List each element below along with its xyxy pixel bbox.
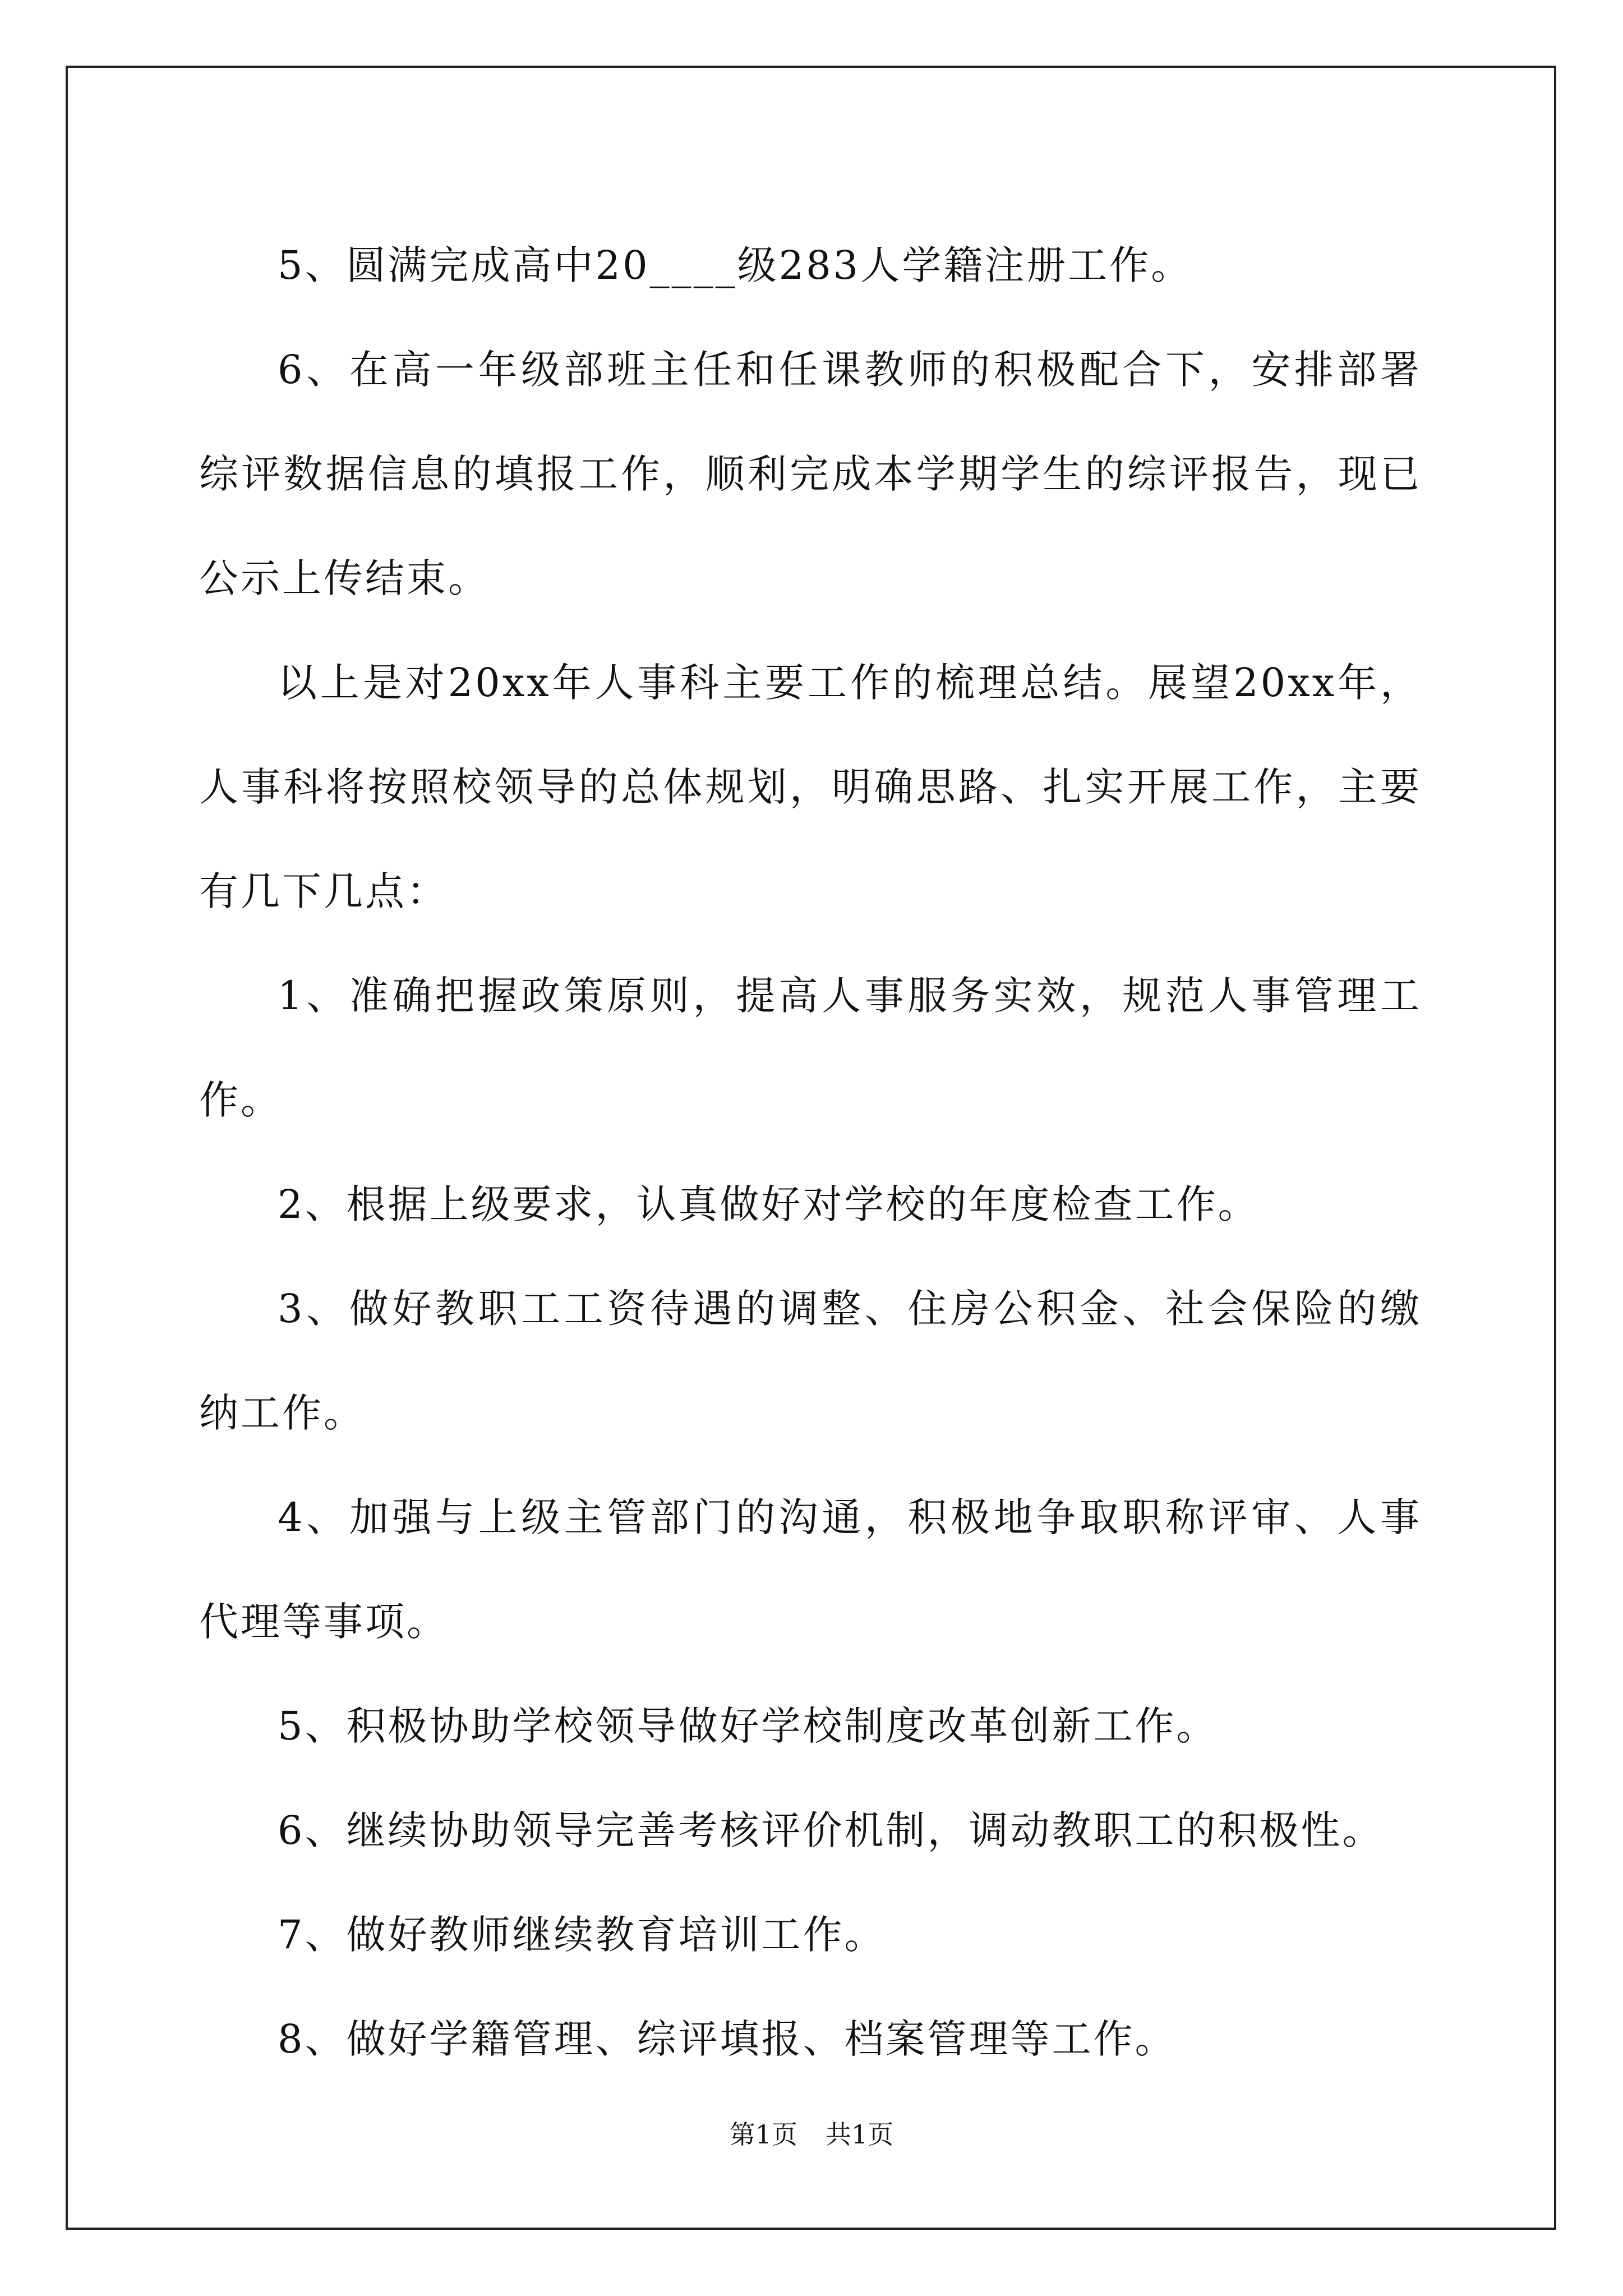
page-number: 第1页 xyxy=(729,2119,797,2150)
page-total: 共1页 xyxy=(826,2119,894,2150)
paragraph-plan-1: 1、准确把握政策原则，提高人事服务实效，规范人事管理工作。 xyxy=(199,973,1422,1123)
paragraph-plan-8: 8、做好学籍管理、综评填报、档案管理等工作。 xyxy=(278,2016,1177,2062)
paragraph-item-5-registration: 5、圆满完成高中20____级283人学籍注册工作。 xyxy=(278,242,1193,288)
paragraph-plan-7: 7、做好教师继续教育培训工作。 xyxy=(278,1912,886,1958)
paragraph-plan-2: 2、根据上级要求，认真做好对学校的年度检查工作。 xyxy=(278,1181,1260,1227)
paragraph-plan-4: 4、加强与上级主管部门的沟通，积极地争取职称评审、人事代理等事项。 xyxy=(199,1494,1422,1645)
paragraph-plan-6: 6、继续协助领导完善考核评价机制，调动教职工的积极性。 xyxy=(278,1807,1384,1853)
paragraph-plan-3: 3、做好教职工工资待遇的调整、住房公积金、社会保险的缴纳工作。 xyxy=(199,1286,1422,1436)
document-body xyxy=(199,213,1422,2091)
paragraph-item-6-evaluation: 6、在高一年级部班主任和任课教师的积极配合下，安排部署综评数据信息的填报工作，顺利完成本学期学生的综评报告，现已公示上传结束。 xyxy=(199,347,1422,601)
paragraph-summary-outlook: 以上是对20xx年人事科主要工作的梳理总结。展望20xx年，人事科将按照校领导的总体规划，明确思路、扎实开展工作，主要有几下几点： xyxy=(199,660,1422,914)
paragraph-plan-5: 5、积极协助学校领导做好学校制度改革创新工作。 xyxy=(278,1703,1218,1749)
page-footer xyxy=(0,2118,1623,2151)
